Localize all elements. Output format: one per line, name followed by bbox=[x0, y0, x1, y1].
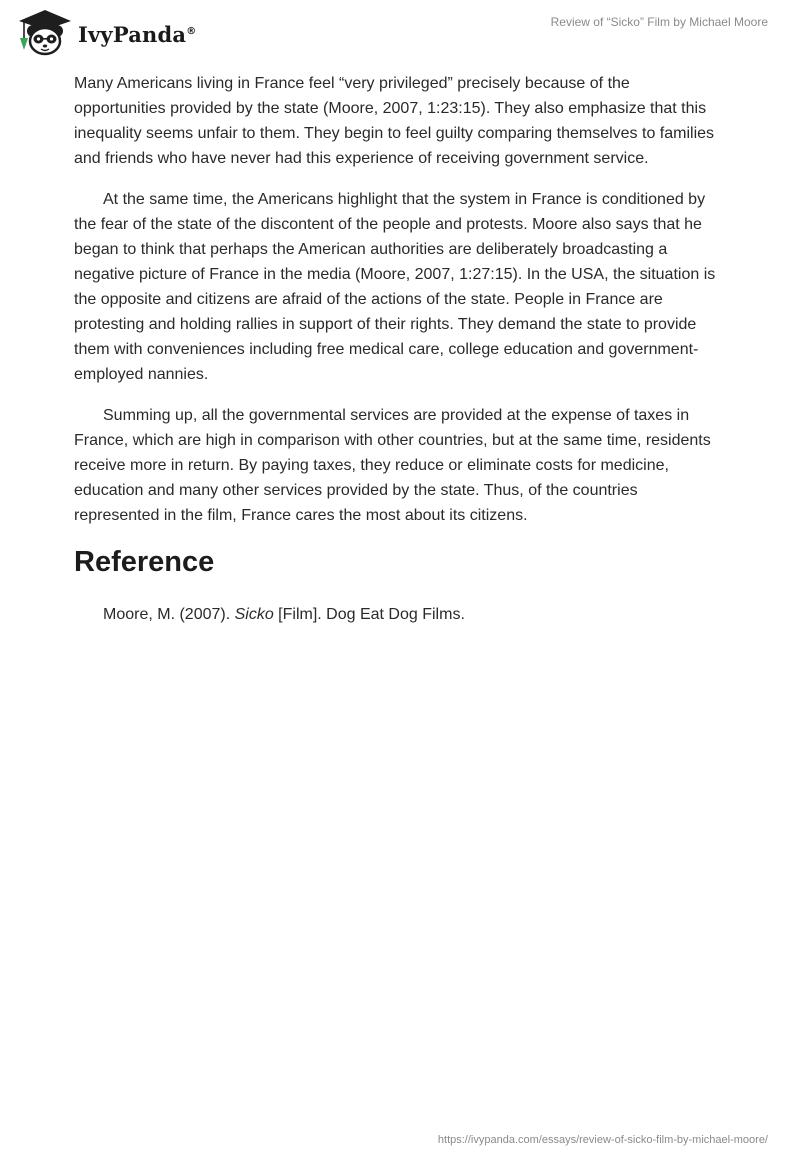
reference-heading: Reference bbox=[74, 546, 215, 578]
reference-author: Moore, M. (2007). bbox=[103, 606, 235, 623]
reference-film-title: Sicko bbox=[234, 606, 274, 623]
running-title: Review of “Sicko” Film by Michael Moore bbox=[550, 15, 768, 29]
reference-entry bbox=[74, 602, 724, 627]
document-body bbox=[74, 71, 724, 627]
paragraph-3: Summing up, all the governmental services are provided at the expense of taxes in France, which are high in comparison with other countries, but at the same time, residents receive more in return. By paying taxes, they reduce or eliminate costs for medicine, education and many other services provided by the state. Thus, of the countries represented in the film, France cares the most about its citizens. bbox=[74, 407, 711, 524]
ivypanda-logo[interactable] bbox=[16, 8, 196, 58]
page-header bbox=[0, 0, 800, 60]
footer-url[interactable]: https://ivypanda.com/essays/review-of-sicko-film-by-michael-moore/ bbox=[437, 1134, 768, 1146]
paragraph-1: Many Americans living in France feel “very privileged” precisely because of the opportunities provided by the state (Moore, 2007, 1:23:15). They also emphasize that this inequality seems unfair to them. They begin to feel guilty comparing themselves to families and friends who have never had this experience of receiving government service. bbox=[74, 75, 715, 167]
logo-text: IvyPanda® bbox=[78, 21, 197, 47]
paragraph-2: At the same time, the Americans highlight that the system in France is conditioned by the fear of the state of the discontent of the people and protests. Moore also says that he began to think that perhaps the American authorities are deliberately broadcasting a negative picture of France in the media (Moore, 2007, 1:27:15). In the USA, the situation is the opposite and citizens are afraid of the actions of the state. People in France are protesting and holding rallies in support of their rights. They demand the state to provide them with conveniences including free medical care, college education and government-employed nannies. bbox=[74, 191, 716, 383]
reference-details: [Film]. Dog Eat Dog Films. bbox=[273, 606, 465, 623]
panda-graduation-cap-icon bbox=[16, 8, 74, 58]
